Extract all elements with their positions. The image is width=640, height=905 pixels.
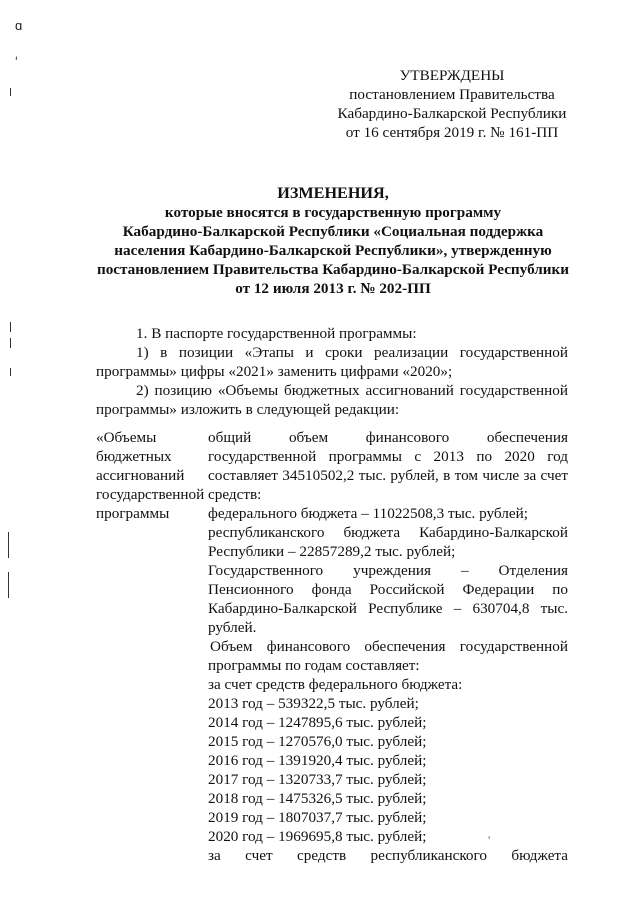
- item-1: 1. В паспорте государственной программы:: [136, 325, 417, 342]
- heading-line: населения Кабардино-Балкарской Республики», утвержденную: [114, 242, 552, 259]
- republic-budget: республиканского бюджета Кабардино-Балкарской Республики – 22857289,2 тыс. рублей;: [208, 524, 568, 560]
- year-row: 2013 год – 539322,5 тыс. рублей;: [208, 695, 419, 712]
- body-text: [96, 324, 568, 419]
- approval-line: Кабардино-Балкарской Республики: [337, 105, 567, 122]
- margin-line: [10, 368, 11, 376]
- subitem-2: 2) позицию «Объемы бюджетных ассигнований государственной программы» изложить в следующей редакции:: [96, 382, 568, 418]
- year-row: 2016 год – 1391920,4 тыс. рублей;: [208, 752, 427, 769]
- margin-line: [10, 88, 11, 96]
- year-row: 2015 год – 1270576,0 тыс. рублей;: [208, 733, 427, 750]
- year-row: 2017 год – 1320733,7 тыс. рублей;: [208, 771, 427, 788]
- federal-budget: федерального бюджета – 11022508,3 тыс. рублей;: [208, 505, 528, 522]
- margin-mark: ʼ: [488, 836, 491, 847]
- margin-mark: ɑ: [15, 18, 23, 33]
- margin-line: [10, 338, 11, 348]
- left-cell-line: ассигнований: [96, 467, 185, 484]
- republic-heading: за счет средств республиканского бюджета: [208, 847, 568, 864]
- table-left-column: [96, 428, 206, 523]
- year-row: 2019 год – 1807037,7 тыс. рублей;: [208, 809, 427, 826]
- heading-line: Кабардино-Балкарской Республики «Социальная поддержка: [122, 223, 544, 240]
- heading-title: ИЗМЕНЕНИЯ,: [277, 184, 389, 202]
- approval-line: постановлением Правительства: [349, 86, 555, 103]
- year-row: 2014 год – 1247895,6 тыс. рублей;: [208, 714, 427, 731]
- heading-line: от 12 июля 2013 г. № 202-ПП: [235, 280, 431, 297]
- pension-fund: Государственного учреждения – Отделения Пенсионного фонда Российской Федерации по Кабардино-Балкарской Республике – 630704,8 тыс. рублей.: [208, 562, 568, 636]
- left-cell-line: бюджетных: [96, 448, 172, 465]
- margin-line: [10, 322, 11, 332]
- by-years: Объем финансового обеспечения государственной программы по годам составляет:: [208, 638, 568, 674]
- margin-mark: ʻ: [15, 54, 18, 69]
- approval-line: от 16 сентября 2019 г. № 161-ПП: [345, 124, 559, 141]
- heading-line: постановлением Правительства Кабардино-Балкарской Республики: [96, 261, 570, 278]
- funding-intro: общий объем финансового обеспечения государственной программы с 2013 по 2020 год составляет 34510502,2 тыс. рублей, в том числе за счет средств:: [208, 429, 568, 503]
- document-heading: [90, 184, 576, 298]
- approval-line: УТВЕРЖДЕНЫ: [399, 67, 505, 84]
- year-row: 2018 год – 1475326,5 тыс. рублей;: [208, 790, 427, 807]
- table-right-column: [208, 428, 568, 865]
- federal-heading: за счет средств федерального бюджета:: [208, 676, 463, 693]
- heading-line: которые вносятся в государственную программу: [164, 204, 502, 221]
- approval-block: [332, 66, 572, 142]
- margin-line: [8, 532, 9, 558]
- margin-line: [8, 572, 9, 598]
- left-cell-line: государственной: [96, 486, 205, 503]
- left-cell-line: программы: [96, 505, 170, 522]
- year-list: [208, 694, 568, 846]
- year-row: 2020 год – 1969695,8 тыс. рублей;: [208, 828, 427, 845]
- left-cell-line: «Объемы: [96, 429, 157, 446]
- subitem-1: 1) в позиции «Этапы и сроки реализации государственной программы» цифры «2021» заменить цифрами «2020»;: [96, 344, 568, 380]
